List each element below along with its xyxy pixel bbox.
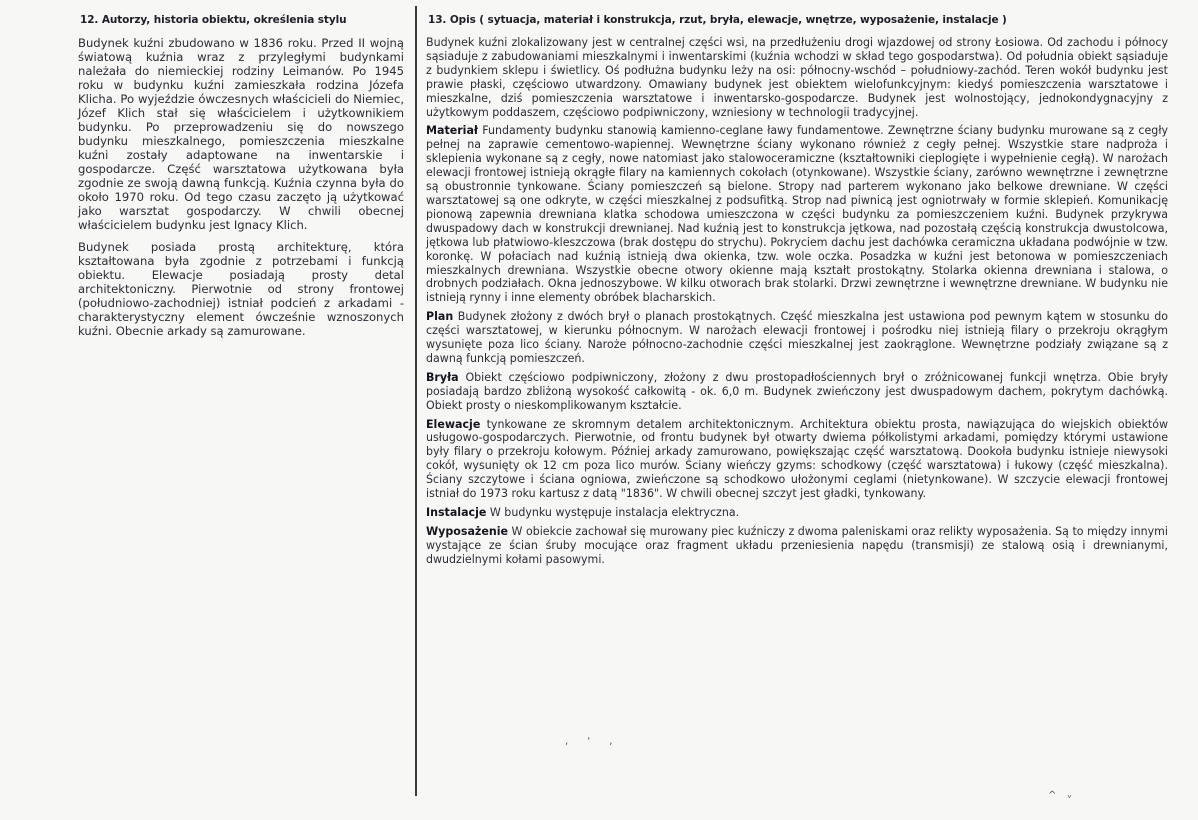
instalacje-heading: Instalacje [426,506,487,519]
plan-paragraph [426,310,1168,366]
wyposazenie-paragraph [426,525,1168,567]
bryla-heading: Bryła [426,370,459,384]
material-heading: Materiał [426,124,479,138]
elewacje-paragraph [426,418,1168,501]
instalacje-paragraph [426,506,1168,520]
material-paragraph [426,124,1168,305]
history-paragraph-1: Budynek kuźni zbudowano w 1836 roku. Przed II wojną światową kuźnia wraz z przyległymi budynkami należała do niemieckiej rodziny Leimanów. Po 1945 roku w budynku kuźni zamieszkała rodzina Józefa Klicha. Po wyjeździe ówczesnych właścicieli do Niemiec, Józef Klich stał się właścicielem i użytkownikiem budynku. Po przeprowadzeniu się do nowszego budynku mieszkalnego, pomieszczenia mieszkalne kuźni zostały adaptowane na inwentarskie i gospodarcze. Część warsztatowa użytkowana była zgodnie ze swoją dawną funkcją. Kuźnia czynna była do około 1970 roku. Od tego czasu zaczęto ją użytkować jako warsztat gospodarczy. W chwili obecnej właścicielem budynku jest Ignacy Klich. [78,36,404,232]
elewacje-heading: Elewacje [426,417,481,431]
wyposazenie-text: W obiekcie zachował się murowany piec kuźniczy z dwoma paleniskami oraz relikty wyposażenia. Są to między innymi wystające ze ścian śruby mocujące oraz fragment układu przeniesienia napędu (transmisji) ze stalową osią i drewnianymi, dwudzielnymi kołami pasowymi. [426,524,1168,566]
history-paragraph-2: Budynek posiada prostą architekturę, która kształtowana była zgodnie z potrzebami i funkcją obiektu. Elewacje posiadają prosty detal architektoniczny. Pierwotnie od strony frontowej (południowo-zachodniej) istniał podcień z arkadami - charakterystyczny element ówcześnie wznoszonych kuźni. Obecnie arkady są zamurowane. [78,240,404,338]
scan-artifact-marks-2: ^ ᵥ [1048,790,1076,801]
instalacje-text: W budynku występuje instalacja elektryczna. [486,506,740,519]
bryla-text: Obiekt częściowo podpiwniczony, złożony z dwu prostopadłościennych brył o zróżnicowanej funkcji wnętrza. Obie bryły posiadają bardzo zbliżoną wysokość całkowitą - ok. 6,0 m. Budynek zwieńczony jest dwuspadowym dachem, pokrytym dachówką. Obiekt prosty o nieskomplikowanym kształcie. [426,370,1168,412]
description-intro: Budynek kuźni zlokalizowany jest w centralnej części wsi, na przedłużeniu drogi wjazdowej od strony Łosiowa. Od zachodu i północy sąsiaduje z zabudowaniami mieszkalnymi i inwentarskimi (kuźnia wchodzi w skład tego gospodarstwa). Od południa obiekt sąsiaduje z budynkiem sklepu i świetlicy. Oś podłużna budynku leży na osi: północny-wschód – południowy-zachód. Teren wokół budynku jest prawie płaski, częściowo utwardzony. Omawiany budynek jest obiektem wielofunkcyjnym: kiedyś pomieszczenia warsztatowe i mieszkalne, dziś pomieszczenia warsztatowe i inwentarsko-gospodarcze. Budynek jest wolnostojący, jednokondygnacyjny z użytkowym poddaszem, częściowo podpiwniczony, wzniesiony w technologii tradycyjnej. [426,36,1168,119]
section-13-header: 13. Opis ( sytuacja, materiał i konstrukcja, rzut, bryła, elewacje, wnętrze, wyposażenie, instalacje ) [428,14,1007,26]
material-text: Fundamenty budynku stanowią kamienno-ceglane ławy fundamentowe. Zewnętrzne ściany budynku murowane są z cegły pełnej na zaprawie cementowo-wapiennej. Wewnętrzne ściany wykonano również z cegły pełnej. Wszystkie stare nadproża i sklepienia wykonane są z cegły, nowe natomiast jako stalowoceramiczne (kształtowniki cieplogięte i wypełnienie cegłą). W narożach elewacji frontowej istnieją okrągłe filary na kamiennych cokołach (otynkowane). Wszystkie ściany, zarówno wewnętrzne i zewnętrzne są obustronnie tynkowane. Ściany pomieszczeń są bielone. Stropy nad parterem wykonano jako belkowe drewniane. W części warsztatowej są one odkryte, w części mieszkalnej z podsufitką. Strop nad piwnicą jest ogniotrwały w formie sklepień. Komunikację pionową zapewnia drewniana klatka schodowa umieszczona w części budynku za pomieszczeniem kuźni. Budynek przykrywa dwuspadowy dach w konstrukcji drewnianej. Nad kuźnią jest to konstrukcja jętkowa, nad pozostałą częścią konstrukcja dwustolcowa, jętkowa lub płatwiowo-kleszczowa (brak dostępu do strychu). Pokryciem dachu jest dachówka ceramiczna układana podwójnie w tzw. koronkę. W połaciach nad kuźnią istnieją dwa okienka, tzw. wole oczka. Posadzka w kuźni jest betonowa w pomieszczeniach mieszkalnych drewniana. Wszystkie obecne otwory okienne mają kształt prostokątny. Stolarka okienna drewniana i stalowa, o drobnych podziałach. Okna jednoszybowe. W kilku otworach brak stolarki. Drzwi zewnętrzne i wewnętrzne drewniane. W budynku nie istnieją rynny i inne elementy obróbek blacharskich. [426,124,1168,305]
section-12-header: 12. Autorzy, historia obiektu, określenia stylu [80,14,347,26]
column-divider [415,6,417,796]
bryla-paragraph [426,371,1168,413]
plan-heading: Plan [426,310,454,324]
scan-artifact-marks: , ' , [565,736,621,747]
left-column [78,14,404,346]
elewacje-text: tynkowane ze skromnym detalem architektonicznym. Architektura obiektu prosta, nawiązująca do wiejskich obiektów usługowo-gospodarczych. Pierwotnie, od frontu budynek był otwarty dwiema półkolistymi arkadami, pomiędzy którymi ustawione były filary o przekroju kołowym. Później arkady zamurowano, powiększając część warsztatową. Dookoła budynku istnieje niewysoki cokół, wysunięty ok 12 cm poza lico murów. Ściany wieńczy gzyms: schodkowy (część warsztatowa) i łukowy (część mieszkalna). Ściany szczytowe i ściana ogniowa, zwieńczone są schodkowo ułożonymi ceglami (nietynkowane). W szczycie elewacji frontowej istniał do 1973 roku kartusz z datą "1836". W chwili obecnej szczyt jest gładki, tynkowany. [426,417,1168,501]
plan-text: Budynek złożony z dwóch brył o planach prostokątnych. Część mieszkalna jest ustawiona pod pewnym kątem w stosunku do części warsztatowej, w kierunku północnym. W narożach elewacji frontowej i pośrodku niej istnieją filary o przekroju okrągłym wysunięte poza lico ściany. Naroże północno-zachodnie części mieszkalnej jest zaokrąglone. Wewnętrzne podziały związane są z dawną funkcją pomieszczeń. [426,310,1168,365]
right-column [426,14,1168,572]
wyposazenie-heading: Wyposażenie [426,524,508,538]
